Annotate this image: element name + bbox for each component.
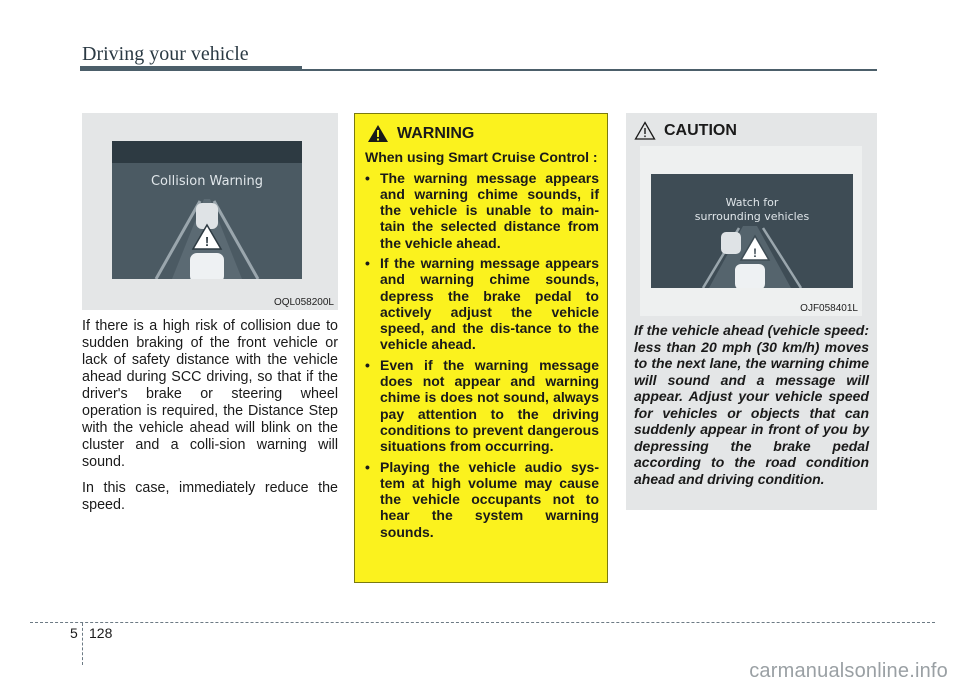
section-title: Driving your vehicle — [82, 43, 249, 65]
list-item — [365, 459, 599, 540]
list-item-text: The warning message appears and warning chime sounds, if the vehicle is unable to main-tain the selected distance from the vehicle ahead. — [380, 169, 599, 251]
svg-text:!: ! — [753, 246, 757, 260]
body-paragraph: If there is a high risk of collision due to sudden braking of the front vehicle or lack of safety distance with the vehicle ahead during SCC driving, so that if the driver's brake or steering wheel operation is required, the Distance Step with the vehicle ahead will blink on the cluster and a colli-sion warning will sound. — [82, 318, 338, 470]
figure-code: OQL058200L — [273, 297, 334, 308]
page-number: 128 — [89, 625, 113, 641]
body-paragraph: In this case, immediately reduce the speed. — [82, 480, 338, 513]
screen-line-1: Watch for — [725, 196, 779, 209]
svg-text:!: ! — [204, 234, 210, 249]
bullet: • — [365, 356, 370, 373]
list-item-text: If the warning message appears and warning chime sounds, depress the brake pedal to actively adjust the vehicle speed, and the dis-tance to the vehicle ahead. — [380, 254, 599, 353]
caution-box — [626, 113, 877, 510]
list-item — [365, 170, 599, 251]
body-text — [82, 318, 338, 523]
list-item — [365, 255, 599, 353]
cluster-display — [651, 174, 853, 288]
screen-line-2: surrounding vehicles — [694, 210, 810, 223]
warning-intro: When using Smart Cruise Control : — [365, 149, 598, 165]
list-item-text: Playing the vehicle audio sys-tem at high volume may cause the vehicle occupants not to hear the system warning sounds. — [380, 458, 599, 540]
warning-triangle-icon — [367, 124, 389, 143]
surrounding-vehicles-figure — [640, 146, 862, 316]
caution-header — [634, 121, 737, 140]
warning-title: WARNING — [397, 124, 475, 142]
warning-list — [365, 170, 599, 541]
surrounding-vehicles-illustration — [651, 174, 853, 288]
footer-divider — [30, 622, 935, 623]
watermark: carmanualsonline.info — [749, 660, 948, 682]
warning-header — [367, 124, 599, 143]
list-item — [365, 357, 599, 455]
figure-code: OJF058401L — [800, 303, 858, 314]
list-item-text: Even if the warning message does not appear and warning chime is does not sound, always pay attention to the driving conditions to prevent dangerous situations from occurring. — [380, 356, 599, 455]
collision-warning-illustration — [112, 141, 302, 279]
warning-box — [354, 113, 608, 583]
own-vehicle-icon — [190, 253, 224, 279]
own-vehicle-icon — [735, 264, 765, 288]
collision-warning-figure — [82, 113, 338, 310]
screen-title: Collision Warning — [150, 174, 264, 189]
header-bar — [80, 66, 302, 71]
caution-triangle-icon — [634, 121, 656, 140]
adjacent-vehicle-icon — [721, 232, 741, 254]
header-rule — [302, 69, 877, 71]
footer-separator — [82, 623, 83, 665]
chapter-number: 5 — [70, 625, 78, 641]
bullet: • — [365, 169, 370, 186]
caution-title: CAUTION — [664, 121, 737, 139]
cluster-display — [112, 141, 302, 279]
caution-text: If the vehicle ahead (vehicle speed: less than 20 mph (30 km/h) moves to the next lane, the warning chime will sound and a message will appear. Adjust your vehicle speed for vehicles or objects that can suddenly appear in front of you by depressing the brake pedal according to the road condition ahead and driving condition. — [634, 322, 869, 487]
bullet: • — [365, 458, 370, 475]
bullet: • — [365, 254, 370, 271]
